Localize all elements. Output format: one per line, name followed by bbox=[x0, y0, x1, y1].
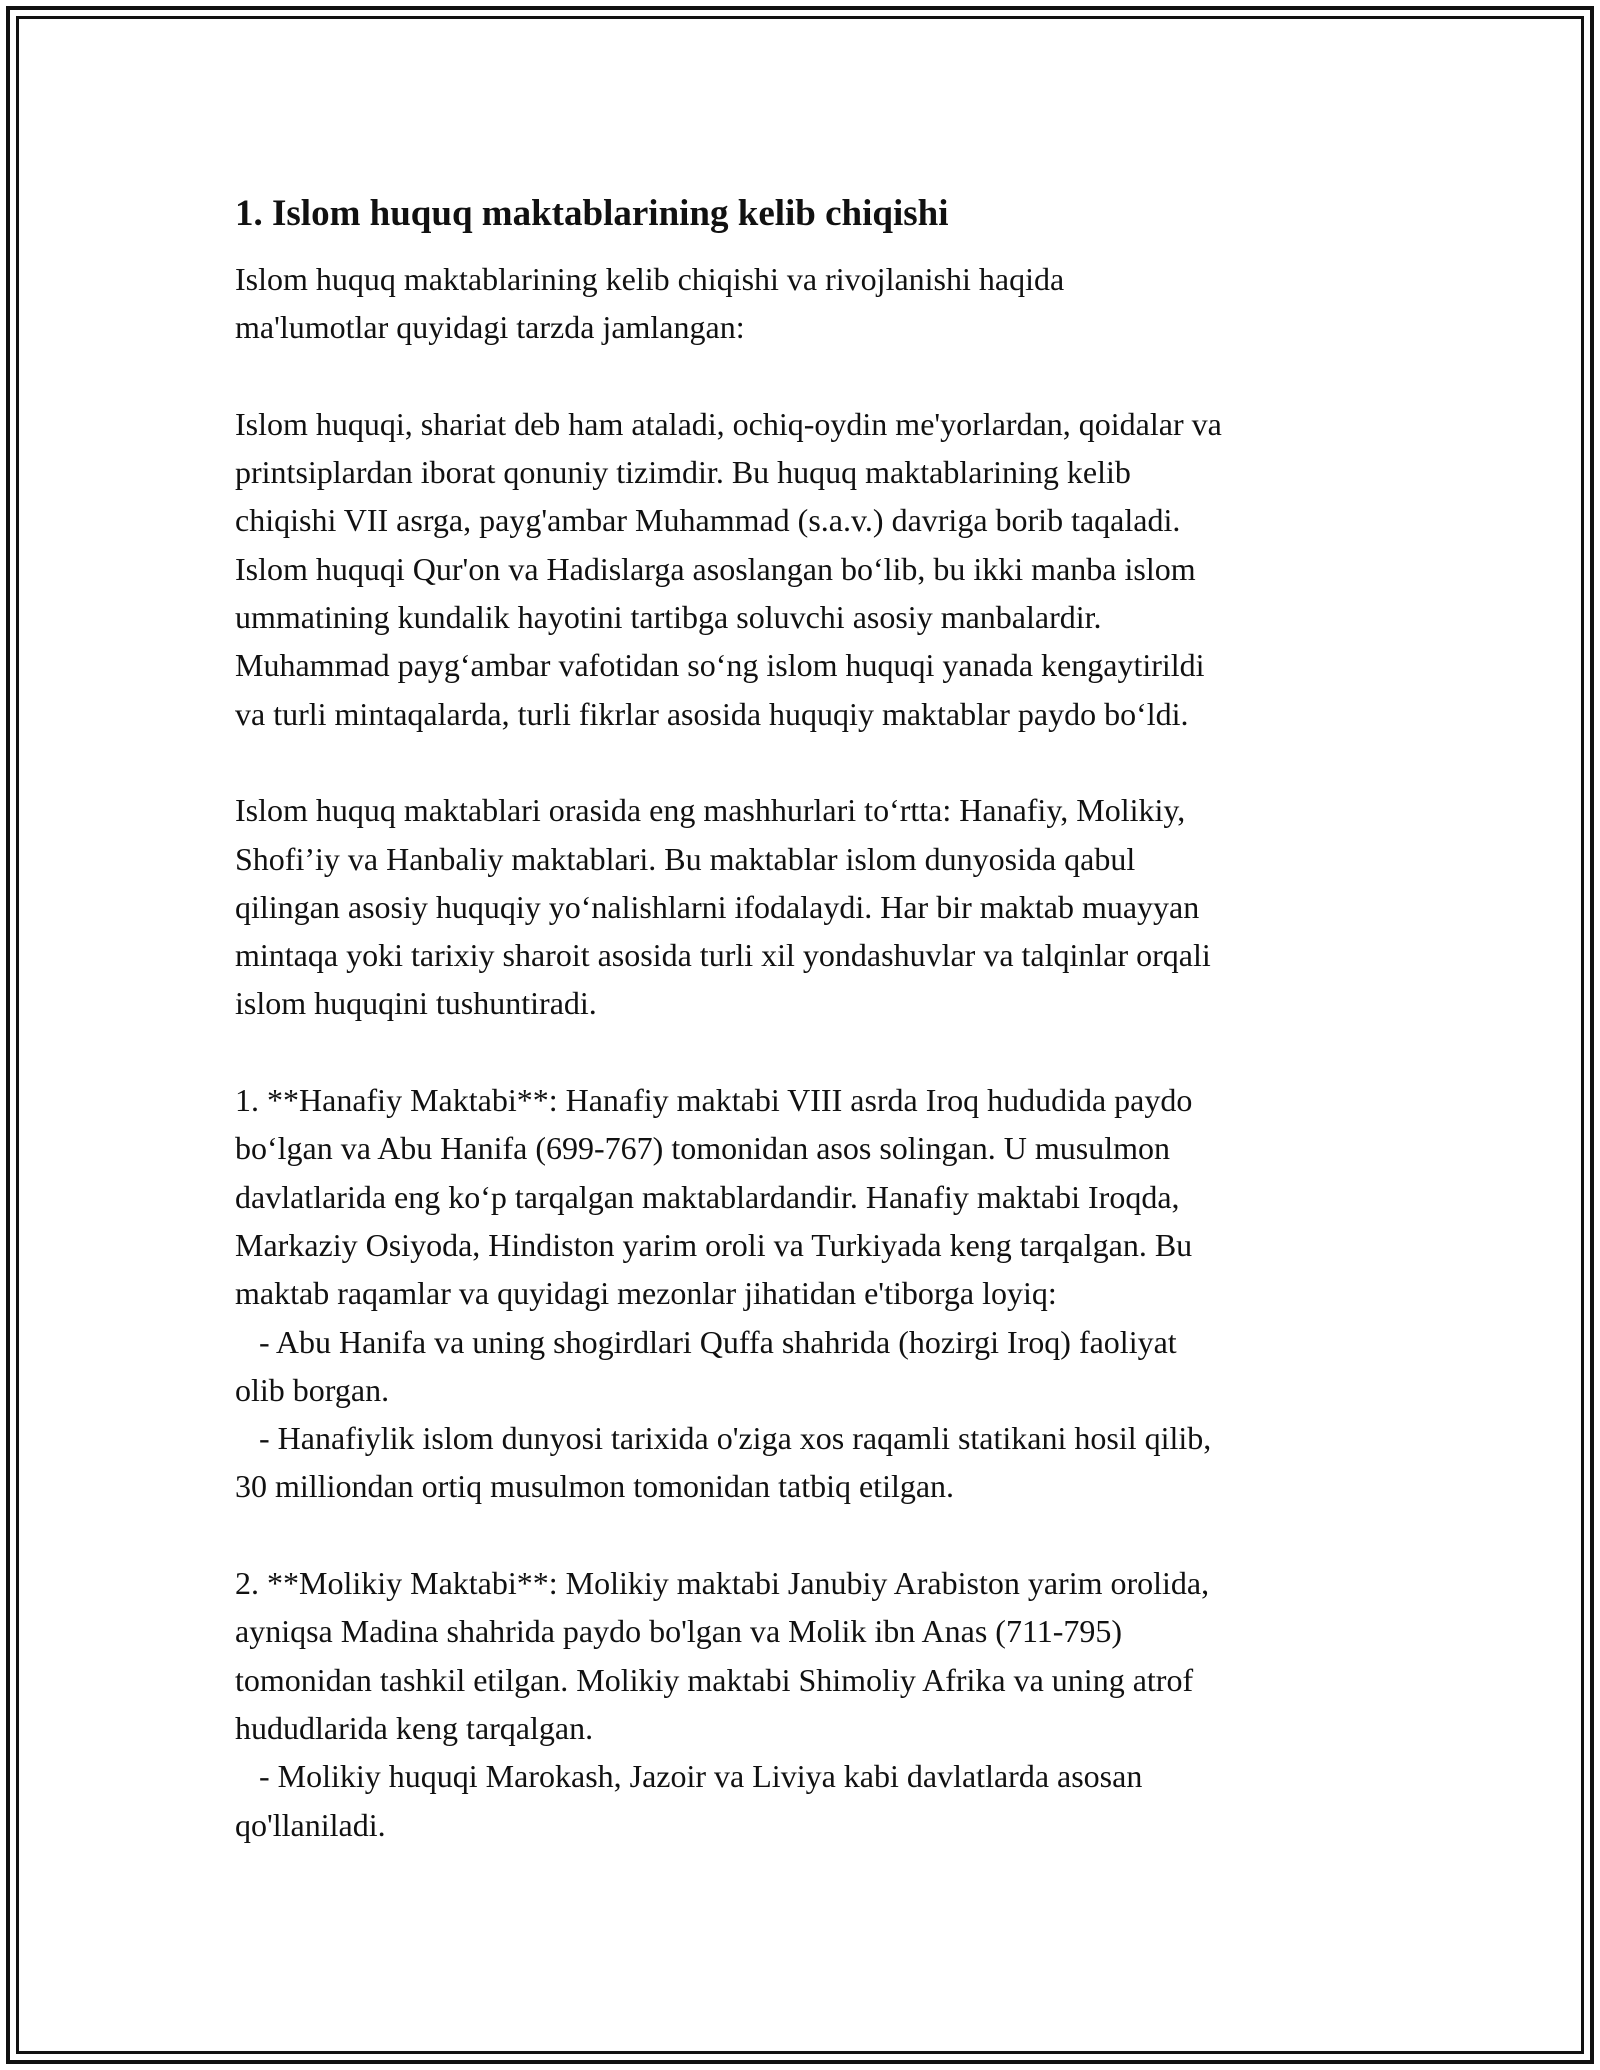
section-hanafiy: 1. **Hanafiy Maktabi**: Hanafiy maktabi VIII asrda Iroq hududida paydo bo‘lgan va Abu Hanifa (699-767) tomonidan asos solingan. U musulmon davlatlarida eng ko‘p tarqalgan maktablardandir. Hanafiy maktabi Iroqda, Markaziy Osiyoda, Hindiston yarim oroli va Turkiyada keng tarqalgan. Bu maktab raqamlar va quyidagi mezonlar jihatidan e'tiborga loyiq: - Abu Hanifa va uning shogirdlari Quffa shahrida (hozirgi Iroq) faoliyat olib borgan. - Hanafiylik islom dunyosi tarixida o'ziga xos raqamli statikani hosil qilib, 30 milliondan ortiq musulmon tomonidan tatbiq etilgan. bbox=[235, 1082, 1212, 1505]
document-body bbox=[235, 185, 1375, 1849]
body-paragraph-2: Islom huquq maktablari orasida eng mashhurlari to‘rtta: Hanafiy, Molikiy, Shofi’iy va Hanbaliy maktablari. Bu maktablar islom dunyosida qabul qilingan asosiy huquqiy yo‘nalishlarni ifodalaydi. Har bir maktab muayyan mintaqa yoki tarixiy sharoit asosida turli xil yondashuvlar va talqinlar orqali islom huquqini tushuntiradi. bbox=[235, 792, 1211, 1022]
body-paragraph-1: Islom huquqi, shariat deb ham ataladi, ochiq-oydin me'yorlardan, qoidalar va printsiplardan iborat qonuniy tizimdir. Bu huquq maktablarining kelib chiqishi VII asrga, payg'ambar Muhammad (s.a.v.) davriga borib taqaladi. Islom huquqi Qur'on va Hadislarga asoslangan bo‘lib, bu ikki manba islom ummatining kundalik hayotini tartibga soluvchi asosiy manbalardir. Muhammad payg‘ambar vafotidan so‘ng islom huquqi yanada kengaytirildi va turli mintaqalarda, turli fikrlar asosida huquqiy maktablar paydo bo‘ldi. bbox=[235, 405, 1222, 732]
intro-paragraph: Islom huquq maktablarining kelib chiqishi va rivojlanishi haqida ma'lumotlar quyidagi tarzda jamlangan: bbox=[235, 261, 1065, 346]
document-title: 1. Islom huquq maktablarining kelib chiqishi bbox=[235, 193, 949, 234]
section-molikiy: 2. **Molikiy Maktabi**: Molikiy maktabi Janubiy Arabiston yarim orolida, ayniqsa Madina shahrida paydo bo'lgan va Molik ibn Anas (711-795) tomonidan tashkil etilgan. Molikiy maktabi Shimoliy Afrika va uning atrof hududlarida keng tarqalgan. - Molikiy huquqi Marokash, Jazoir va Liviya kabi davlatlarda asosan qo'llaniladi. bbox=[235, 1565, 1210, 1843]
